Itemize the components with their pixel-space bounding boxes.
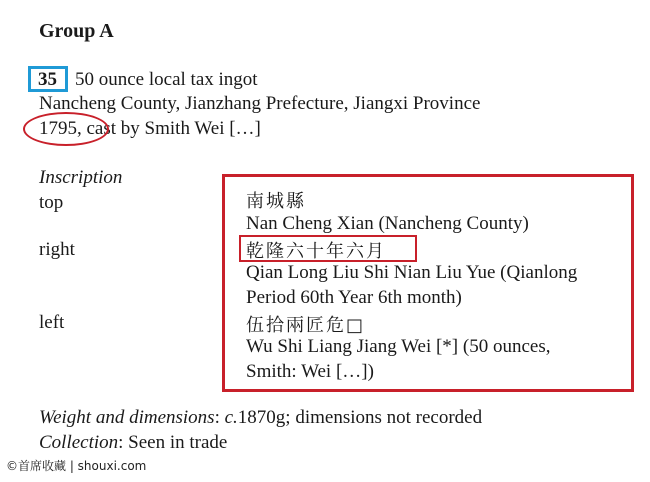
lot-number: 35 (38, 69, 57, 90)
weight-separator: : (214, 407, 225, 428)
weight-label: Weight and dimensions (39, 407, 215, 428)
inscription-top-chinese: 南城縣 (246, 191, 306, 212)
inscription-left-chinese: 伍拾兩匠危□ (246, 315, 366, 336)
collection-line (39, 432, 227, 454)
inscription-left-translation-2: Smith: Wei […]) (246, 361, 374, 382)
group-title: Group A (39, 20, 114, 42)
lot-cast-by: , cast by Smith Wei […] (77, 118, 261, 139)
weight-dimensions-line (39, 407, 482, 429)
collection-value: : Seen in trade (118, 432, 228, 453)
inscription-right-translation-1: Qian Long Liu Shi Nian Liu Yue (Qianlong (246, 262, 578, 283)
weight-approx: c. (224, 407, 238, 428)
lot-location: Nancheng County, Jianzhang Prefecture, Jiangxi Province (39, 93, 481, 114)
lot-year: 1795 (39, 118, 77, 139)
inscription-top-label: top (39, 192, 64, 213)
inscription-left-translation-1: Wu Shi Liang Jiang Wei [*] (50 ounces, (246, 336, 551, 357)
inscription-left-label: left (39, 312, 65, 333)
inscription-right-translation-2: Period 60th Year 6th month) (246, 287, 462, 308)
inscription-heading: Inscription (39, 167, 123, 188)
year-highlight-ellipse (23, 112, 109, 146)
inscription-right-chinese: 乾隆六十年六月 (246, 241, 386, 262)
inscription-top-translation: Nan Cheng Xian (Nancheng County) (246, 213, 529, 234)
weight-value: 1870g; dimensions not recorded (237, 407, 483, 428)
watermark: ©首席收藏 | shouxi.com (0, 456, 152, 476)
collection-label: Collection (39, 432, 119, 453)
inscription-right-label: right (39, 239, 75, 260)
lot-title: 50 ounce local tax ingot (75, 69, 258, 90)
